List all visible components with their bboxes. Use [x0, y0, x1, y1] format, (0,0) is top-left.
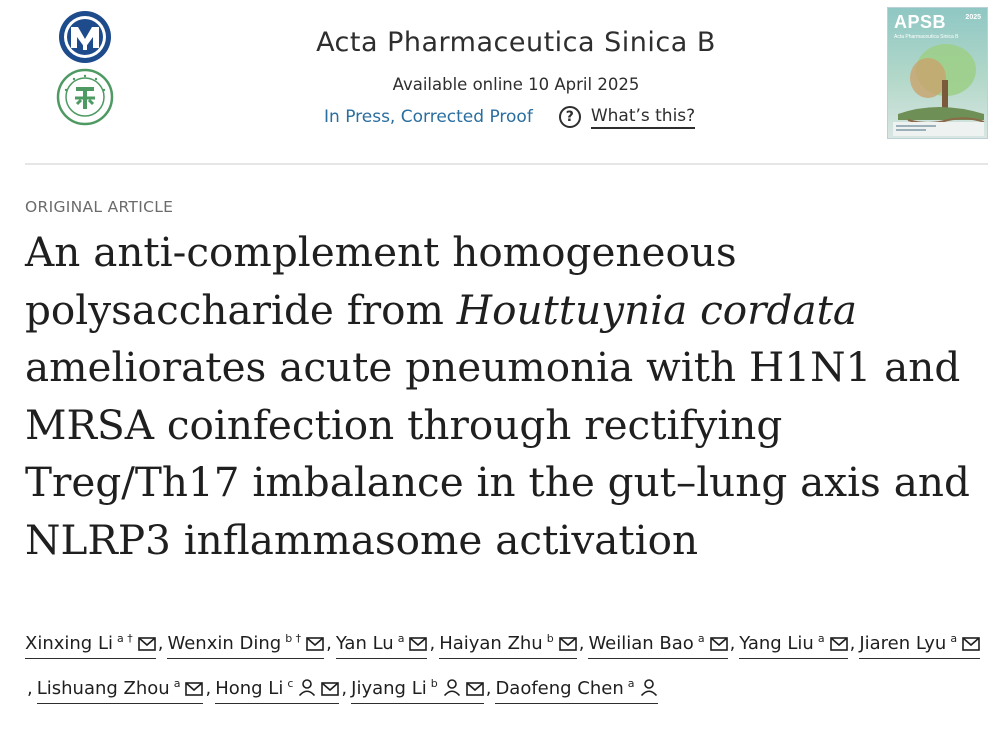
- article-header: [0, 0, 1000, 164]
- author-separator: ,: [205, 678, 212, 699]
- author-affiliation-marker: a: [173, 677, 181, 690]
- author-name: Wenxin Ding: [167, 633, 282, 654]
- envelope-icon: [710, 635, 728, 657]
- whats-this-label: What’s this?: [591, 106, 695, 129]
- cover-year: 2025: [965, 14, 981, 21]
- author-affiliation-marker: b †: [285, 632, 302, 645]
- author-name: Weilian Bao: [588, 633, 694, 654]
- author-separator: ,: [485, 678, 492, 699]
- person-icon: [298, 679, 316, 702]
- cover-brand: APSB: [894, 12, 947, 32]
- envelope-icon: [409, 635, 427, 657]
- publication-status: [324, 104, 695, 130]
- envelope-icon: [559, 635, 577, 657]
- author-list: [25, 626, 985, 716]
- author-affiliation-marker: a: [697, 632, 705, 645]
- envelope-icon: [830, 635, 848, 657]
- author-name: Xinxing Li: [25, 633, 113, 654]
- author-affiliation-marker: a †: [116, 632, 133, 645]
- author-separator: ,: [429, 633, 436, 654]
- author-link[interactable]: [439, 628, 577, 659]
- author-separator: ,: [326, 633, 332, 654]
- author-affiliation-marker: b: [546, 632, 554, 645]
- available-online-date: Available online 10 April 2025: [392, 75, 640, 94]
- header-divider: [25, 163, 988, 165]
- in-press-status-link[interactable]: In Press, Corrected Proof: [324, 107, 533, 127]
- author-name: Jiaren Lyu: [859, 633, 947, 654]
- author-name: Daofeng Chen: [495, 678, 624, 699]
- author-separator: ,: [729, 633, 736, 654]
- title-text-end: ameliorates acute pneumonia with H1N1 and MRSA coinfection through rectifying Treg/Th17 imbalance in the gut–lung axis and NLRP3 inflammasome activation: [25, 343, 970, 564]
- title-species-name: Houttuynia cordata: [456, 285, 858, 334]
- author-name: Haiyan Zhu: [439, 633, 543, 654]
- envelope-icon: [185, 680, 203, 702]
- author-link[interactable]: [25, 628, 156, 659]
- envelope-icon: [962, 635, 980, 657]
- author-affiliation-marker: a: [817, 632, 825, 645]
- author-name: Lishuang Zhou: [36, 678, 170, 699]
- author-separator: ,: [27, 678, 33, 699]
- whats-this-button[interactable]: [559, 106, 695, 129]
- author-name: Yan Lu: [335, 633, 394, 654]
- author-name: Yang Liu: [739, 633, 814, 654]
- envelope-icon: [306, 635, 324, 657]
- author-separator: ,: [849, 633, 856, 654]
- author-separator: ,: [157, 633, 164, 654]
- article-title: [25, 224, 990, 569]
- author-name: Jiyang Li: [351, 678, 427, 699]
- author-separator: ,: [341, 678, 348, 699]
- title-text-start: An anti-complement homogeneous polysaccharide from: [25, 228, 737, 334]
- author-link[interactable]: [37, 673, 204, 704]
- person-icon: [640, 679, 658, 702]
- author-link[interactable]: [167, 628, 324, 659]
- journal-title-link[interactable]: Acta Pharmaceutica Sinica B: [316, 27, 716, 58]
- article-type-label: ORIGINAL ARTICLE: [25, 198, 174, 216]
- author-name: Hong Li: [215, 678, 284, 699]
- author-link[interactable]: [351, 673, 484, 704]
- author-link[interactable]: [588, 628, 727, 659]
- envelope-icon: [138, 635, 156, 657]
- author-affiliation-marker: c: [287, 677, 294, 690]
- author-link[interactable]: [859, 628, 980, 659]
- cover-illustration-icon: [888, 40, 988, 139]
- person-icon: [443, 679, 461, 702]
- envelope-icon: [466, 680, 484, 702]
- author-link[interactable]: [215, 673, 339, 704]
- author-link[interactable]: [336, 628, 428, 659]
- author-link[interactable]: [495, 673, 657, 704]
- author-link[interactable]: [739, 628, 847, 659]
- author-affiliation-marker: a: [627, 677, 635, 690]
- question-circle-icon: ?: [559, 106, 581, 128]
- author-separator: ,: [578, 633, 585, 654]
- journal-cover-image[interactable]: [887, 7, 988, 139]
- envelope-icon: [321, 680, 339, 702]
- cover-subtitle: Acta Pharmaceutica Sinica B: [894, 34, 959, 40]
- author-affiliation-marker: b: [430, 677, 438, 690]
- author-affiliation-marker: a: [950, 632, 958, 645]
- author-affiliation-marker: a: [397, 632, 405, 645]
